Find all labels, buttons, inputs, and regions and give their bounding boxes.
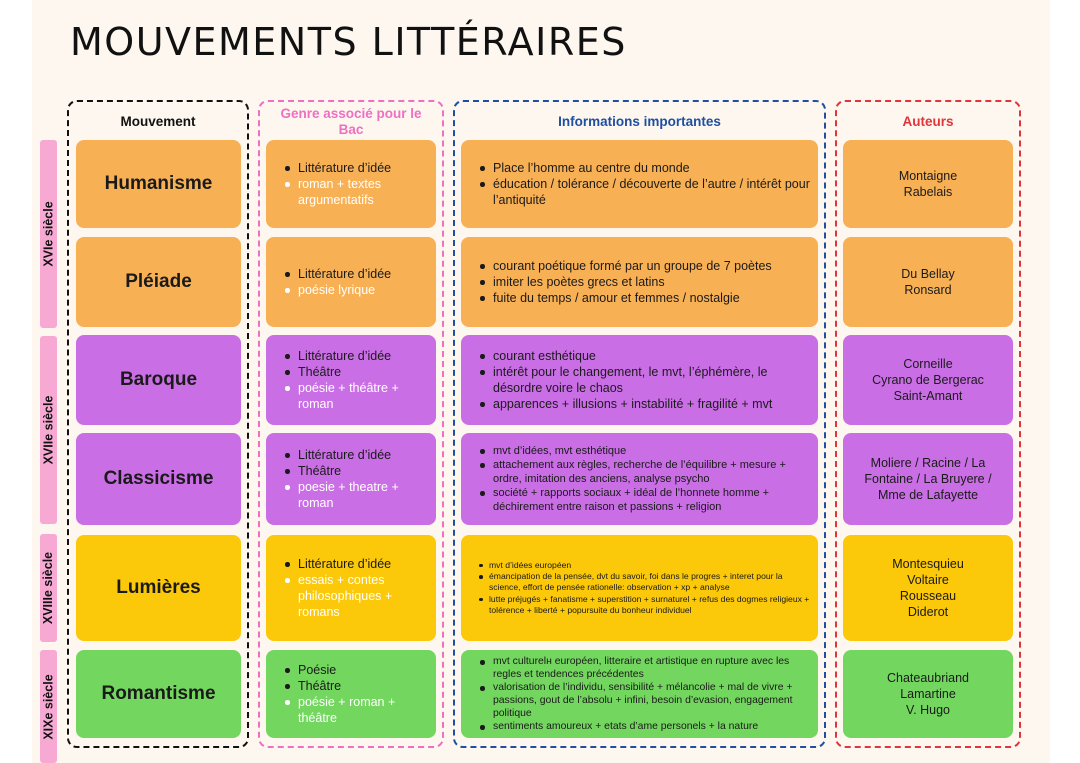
century-band-xviie	[40, 336, 57, 524]
genre-item: poésie + théâtre + roman	[280, 380, 436, 412]
century-band-xixe	[40, 650, 57, 763]
genre-card	[266, 335, 436, 425]
info-card	[461, 237, 818, 327]
info-item: mvt d’idées, mvt esthétique	[475, 444, 810, 458]
mouvement-name: Baroque	[119, 369, 198, 390]
info-item: courant esthétique	[475, 348, 810, 364]
genre-item: Théâtre	[280, 678, 436, 694]
auteurs-text: Corneille Cyrano de Bergerac Saint-Amant	[872, 357, 984, 403]
mouvement-name: Romantisme	[101, 683, 216, 704]
mouvement-card	[76, 237, 241, 327]
page-title: MOUVEMENTS LITTÉRAIRES	[70, 20, 627, 64]
genre-item: Littérature d’idée	[280, 556, 436, 572]
genre-item: roman + textes argumentatifs	[280, 176, 436, 208]
info-item: valorisation de l’individu, sensibilité + mélancolie + mal de vivre + passions, gout de l’absolu + infini, besoin d’evasion, engagement politique	[475, 681, 810, 720]
info-item: imiter les poètes grecs et latins	[475, 274, 772, 290]
auteurs-card	[843, 650, 1013, 738]
info-item: mvt culturelн européen, litteraire et artistique en rupture avec les regles et tendences précédentes	[475, 655, 810, 681]
mouvement-name: Lumières	[116, 577, 201, 598]
auteurs-text: Moliere / Racine / La Fontaine / La Bruyere / Mme de Lafayette	[864, 456, 992, 502]
auteurs-text: Du Bellay Ronsard	[901, 267, 955, 297]
info-item: société + rapports sociaux + idéal de l’honnete homme + déchirement entre raison et passions + religion	[475, 486, 810, 514]
info-list	[475, 560, 810, 616]
auteurs-text: Montaigne Rabelais	[898, 169, 958, 199]
genre-card	[266, 237, 436, 327]
genre-list	[280, 662, 436, 726]
century-label: XVIIe siècle	[41, 395, 56, 465]
mouvement-card	[76, 433, 241, 525]
info-item: lutte préjugés + fanatisme + superstition + surnaturel + refus des dogmes religieux + tolérence + liberté + popursuite du bonheur individuel	[475, 594, 810, 616]
genre-list	[280, 160, 436, 208]
genre-card	[266, 433, 436, 525]
genre-list	[280, 556, 436, 620]
info-item: émancipation de la pensée, dvt du savoir, foi dans le progres + interet pour la science, effort de pensée rationelle: observation + xp + analyse	[475, 571, 810, 593]
mouvement-name: Classicisme	[103, 468, 214, 489]
info-item: fuite du temps / amour et femmes / nostalgie	[475, 290, 772, 306]
info-list	[475, 160, 810, 208]
info-item: intérêt pour le changement, le mvt, l’éphémère, le désordre voire le chaos	[475, 364, 810, 396]
auteurs-text: Chateaubriand Lamartine V. Hugo	[886, 671, 969, 717]
century-label: XVIIIe siècle	[41, 551, 56, 625]
genre-card	[266, 140, 436, 228]
info-card	[461, 535, 818, 641]
genre-item: poésie + roman + théâtre	[280, 694, 436, 726]
auteurs-card	[843, 335, 1013, 425]
info-card	[461, 140, 818, 228]
header-mouvement: Mouvement	[120, 114, 196, 129]
genre-item: Littérature d’idée	[280, 348, 436, 364]
auteurs-card	[843, 535, 1013, 641]
info-item: apparences + illusions + instabilité + fragilité + mvt	[475, 396, 810, 412]
century-band-xvie	[40, 140, 57, 328]
info-item: courant poétique formé par un groupe de 7 poètes	[475, 258, 772, 274]
mouvement-name: Humanisme	[104, 173, 213, 194]
info-list	[475, 258, 772, 306]
genre-item: poésie lyrique	[280, 282, 391, 298]
century-label: XVIe siècle	[41, 201, 56, 267]
info-item: Place l’homme au centre du monde	[475, 160, 810, 176]
mouvement-card	[76, 650, 241, 738]
info-card	[461, 335, 818, 425]
genre-list	[280, 348, 436, 412]
info-item: sentiments amoureux + etats d’ame personels + la nature	[475, 720, 810, 733]
mouvement-name: Pléiade	[125, 271, 192, 292]
genre-item: Littérature d’idée	[280, 160, 436, 176]
mouvement-card	[76, 140, 241, 228]
genre-item: Théâtre	[280, 364, 436, 380]
genre-item: essais + contes philosophiques + romans	[280, 572, 436, 620]
info-item: mvt d’idées européen	[475, 560, 810, 571]
auteurs-text: Montesquieu Voltaire Rousseau Diderot	[892, 557, 964, 619]
info-item: éducation / tolérance / découverte de l’autre / intérêt pour l’antiquité	[475, 176, 810, 208]
genre-item: poesie + theatre + roman	[280, 479, 436, 511]
genre-list	[280, 447, 436, 511]
genre-item: Poésie	[280, 662, 436, 678]
century-band-xviiie	[40, 534, 57, 642]
info-list	[475, 444, 810, 514]
info-list	[475, 655, 810, 733]
genre-card	[266, 650, 436, 738]
genre-item: Littérature d’idée	[280, 447, 436, 463]
header-infos: Informations importantes	[558, 114, 721, 129]
genre-card	[266, 535, 436, 641]
info-list	[475, 348, 810, 412]
info-item: attachement aux règles, recherche de l’équilibre + mesure + ordre, imitation des anciens, analyse psycho	[475, 458, 810, 486]
genre-item: Littérature d’idée	[280, 266, 391, 282]
header-auteurs: Auteurs	[902, 114, 954, 129]
genre-list	[280, 266, 391, 298]
header-genre: Genre associé pour le Bac	[280, 106, 422, 137]
auteurs-card	[843, 433, 1013, 525]
info-card	[461, 650, 818, 738]
auteurs-card	[843, 237, 1013, 327]
century-label: XIXe siècle	[41, 673, 56, 740]
genre-item: Théâtre	[280, 463, 436, 479]
info-card	[461, 433, 818, 525]
mouvement-card	[76, 535, 241, 641]
auteurs-card	[843, 140, 1013, 228]
mouvement-card	[76, 335, 241, 425]
